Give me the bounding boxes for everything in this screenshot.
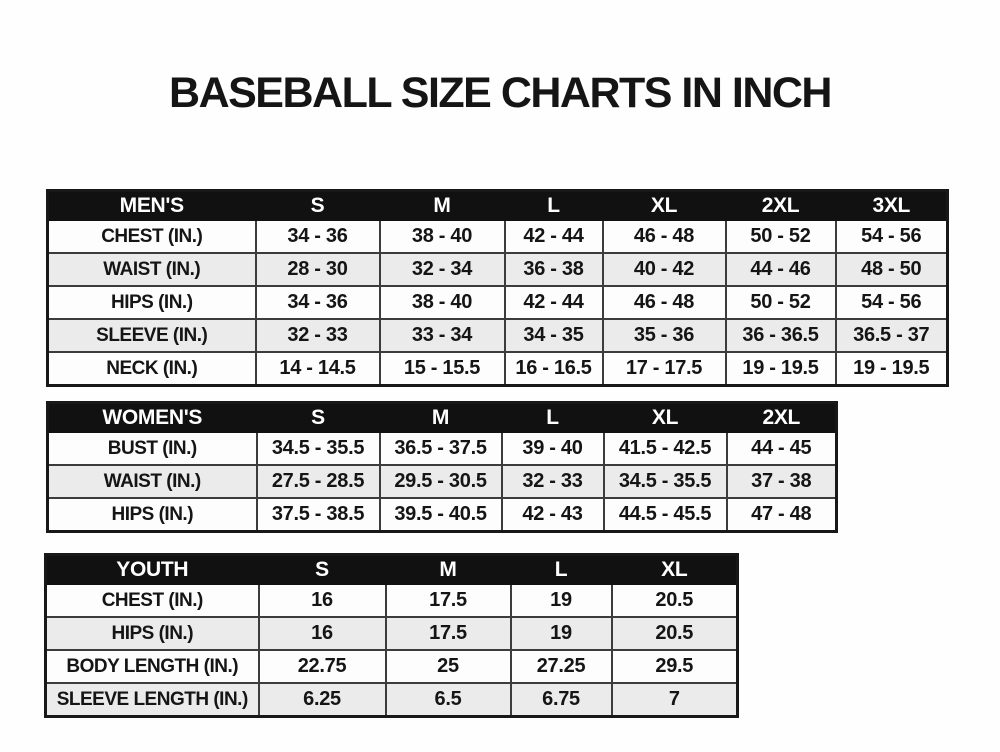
size-value-cell: 35 - 36	[603, 319, 726, 352]
size-value-cell: 34 - 36	[256, 286, 380, 319]
size-value-cell: 42 - 44	[505, 286, 603, 319]
size-column-header: S	[259, 555, 386, 585]
size-column-header: S	[256, 191, 380, 221]
size-value-cell: 34 - 35	[505, 319, 603, 352]
size-value-cell: 20.5	[612, 617, 738, 650]
size-value-cell: 19 - 19.5	[836, 352, 948, 386]
table-row	[48, 253, 948, 286]
size-value-cell: 32 - 33	[502, 465, 604, 498]
table-row	[48, 352, 948, 386]
row-label: CHEST (IN.)	[48, 220, 256, 253]
size-value-cell: 39.5 - 40.5	[380, 498, 502, 532]
row-label: HIPS (IN.)	[48, 498, 257, 532]
size-column-header: 2XL	[727, 403, 837, 433]
size-value-cell: 6.5	[386, 683, 511, 717]
size-value-cell: 39 - 40	[502, 432, 604, 465]
size-value-cell: 32 - 33	[256, 319, 380, 352]
size-value-cell: 20.5	[612, 584, 738, 617]
size-value-cell: 29.5	[612, 650, 738, 683]
size-value-cell: 6.25	[259, 683, 386, 717]
row-label: NECK (IN.)	[48, 352, 256, 386]
row-label: HIPS (IN.)	[48, 286, 256, 319]
table-row	[48, 286, 948, 319]
row-label: WAIST (IN.)	[48, 253, 256, 286]
size-grid	[46, 401, 838, 533]
size-value-cell: 54 - 56	[836, 286, 948, 319]
table-title-cell: YOUTH	[46, 555, 259, 585]
table-row	[46, 683, 738, 717]
table-title-cell: MEN'S	[48, 191, 256, 221]
size-grid	[46, 189, 949, 387]
size-column-header: M	[380, 403, 502, 433]
table-row	[48, 465, 837, 498]
size-column-header: XL	[604, 403, 727, 433]
size-column-header: S	[257, 403, 380, 433]
size-value-cell: 36.5 - 37.5	[380, 432, 502, 465]
size-value-cell: 15 - 15.5	[380, 352, 505, 386]
size-value-cell: 28 - 30	[256, 253, 380, 286]
size-value-cell: 50 - 52	[726, 220, 836, 253]
size-value-cell: 37 - 38	[727, 465, 837, 498]
size-value-cell: 46 - 48	[603, 220, 726, 253]
size-value-cell: 17.5	[386, 584, 511, 617]
size-value-cell: 27.5 - 28.5	[257, 465, 380, 498]
size-value-cell: 34.5 - 35.5	[604, 465, 727, 498]
size-value-cell: 47 - 48	[727, 498, 837, 532]
size-value-cell: 36 - 38	[505, 253, 603, 286]
size-value-cell: 36.5 - 37	[836, 319, 948, 352]
size-value-cell: 34 - 36	[256, 220, 380, 253]
size-value-cell: 42 - 44	[505, 220, 603, 253]
row-label: WAIST (IN.)	[48, 465, 257, 498]
row-label: SLEEVE (IN.)	[48, 319, 256, 352]
table-row	[48, 498, 837, 532]
size-column-header: L	[505, 191, 603, 221]
size-value-cell: 44.5 - 45.5	[604, 498, 727, 532]
size-value-cell: 44 - 46	[726, 253, 836, 286]
size-value-cell: 16	[259, 584, 386, 617]
size-value-cell: 34.5 - 35.5	[257, 432, 380, 465]
size-value-cell: 32 - 34	[380, 253, 505, 286]
size-value-cell: 27.25	[511, 650, 612, 683]
mens-size-table	[46, 189, 949, 387]
header-row	[46, 555, 738, 585]
size-value-cell: 38 - 40	[380, 220, 505, 253]
table-row	[48, 432, 837, 465]
size-column-header: M	[386, 555, 511, 585]
table-title-cell: WOMEN'S	[48, 403, 257, 433]
size-value-cell: 54 - 56	[836, 220, 948, 253]
table-row	[46, 650, 738, 683]
size-value-cell: 48 - 50	[836, 253, 948, 286]
row-label: HIPS (IN.)	[46, 617, 259, 650]
size-value-cell: 7	[612, 683, 738, 717]
page-title: BASEBALL SIZE CHARTS IN INCH	[169, 69, 831, 117]
size-value-cell: 38 - 40	[380, 286, 505, 319]
size-value-cell: 37.5 - 38.5	[257, 498, 380, 532]
size-value-cell: 17 - 17.5	[603, 352, 726, 386]
size-value-cell: 19 - 19.5	[726, 352, 836, 386]
table-row	[48, 220, 948, 253]
size-column-header: M	[380, 191, 505, 221]
size-column-header: L	[502, 403, 604, 433]
header-row	[48, 191, 948, 221]
womens-size-table	[46, 401, 838, 533]
size-value-cell: 41.5 - 42.5	[604, 432, 727, 465]
size-value-cell: 19	[511, 617, 612, 650]
size-column-header: 2XL	[726, 191, 836, 221]
youth-size-table	[44, 553, 739, 718]
size-value-cell: 6.75	[511, 683, 612, 717]
size-value-cell: 50 - 52	[726, 286, 836, 319]
size-value-cell: 16 - 16.5	[505, 352, 603, 386]
size-value-cell: 19	[511, 584, 612, 617]
size-value-cell: 22.75	[259, 650, 386, 683]
row-label: CHEST (IN.)	[46, 584, 259, 617]
size-value-cell: 25	[386, 650, 511, 683]
size-column-header: XL	[603, 191, 726, 221]
table-row	[48, 319, 948, 352]
table-row	[46, 617, 738, 650]
size-value-cell: 36 - 36.5	[726, 319, 836, 352]
size-grid	[44, 553, 739, 718]
size-value-cell: 42 - 43	[502, 498, 604, 532]
header-row	[48, 403, 837, 433]
size-value-cell: 44 - 45	[727, 432, 837, 465]
size-column-header: 3XL	[836, 191, 948, 221]
size-value-cell: 40 - 42	[603, 253, 726, 286]
table-row	[46, 584, 738, 617]
size-value-cell: 17.5	[386, 617, 511, 650]
size-value-cell: 16	[259, 617, 386, 650]
size-value-cell: 29.5 - 30.5	[380, 465, 502, 498]
size-value-cell: 46 - 48	[603, 286, 726, 319]
row-label: SLEEVE LENGTH (IN.)	[46, 683, 259, 717]
size-column-header: XL	[612, 555, 738, 585]
row-label: BUST (IN.)	[48, 432, 257, 465]
size-column-header: L	[511, 555, 612, 585]
row-label: BODY LENGTH (IN.)	[46, 650, 259, 683]
size-value-cell: 14 - 14.5	[256, 352, 380, 386]
size-value-cell: 33 - 34	[380, 319, 505, 352]
